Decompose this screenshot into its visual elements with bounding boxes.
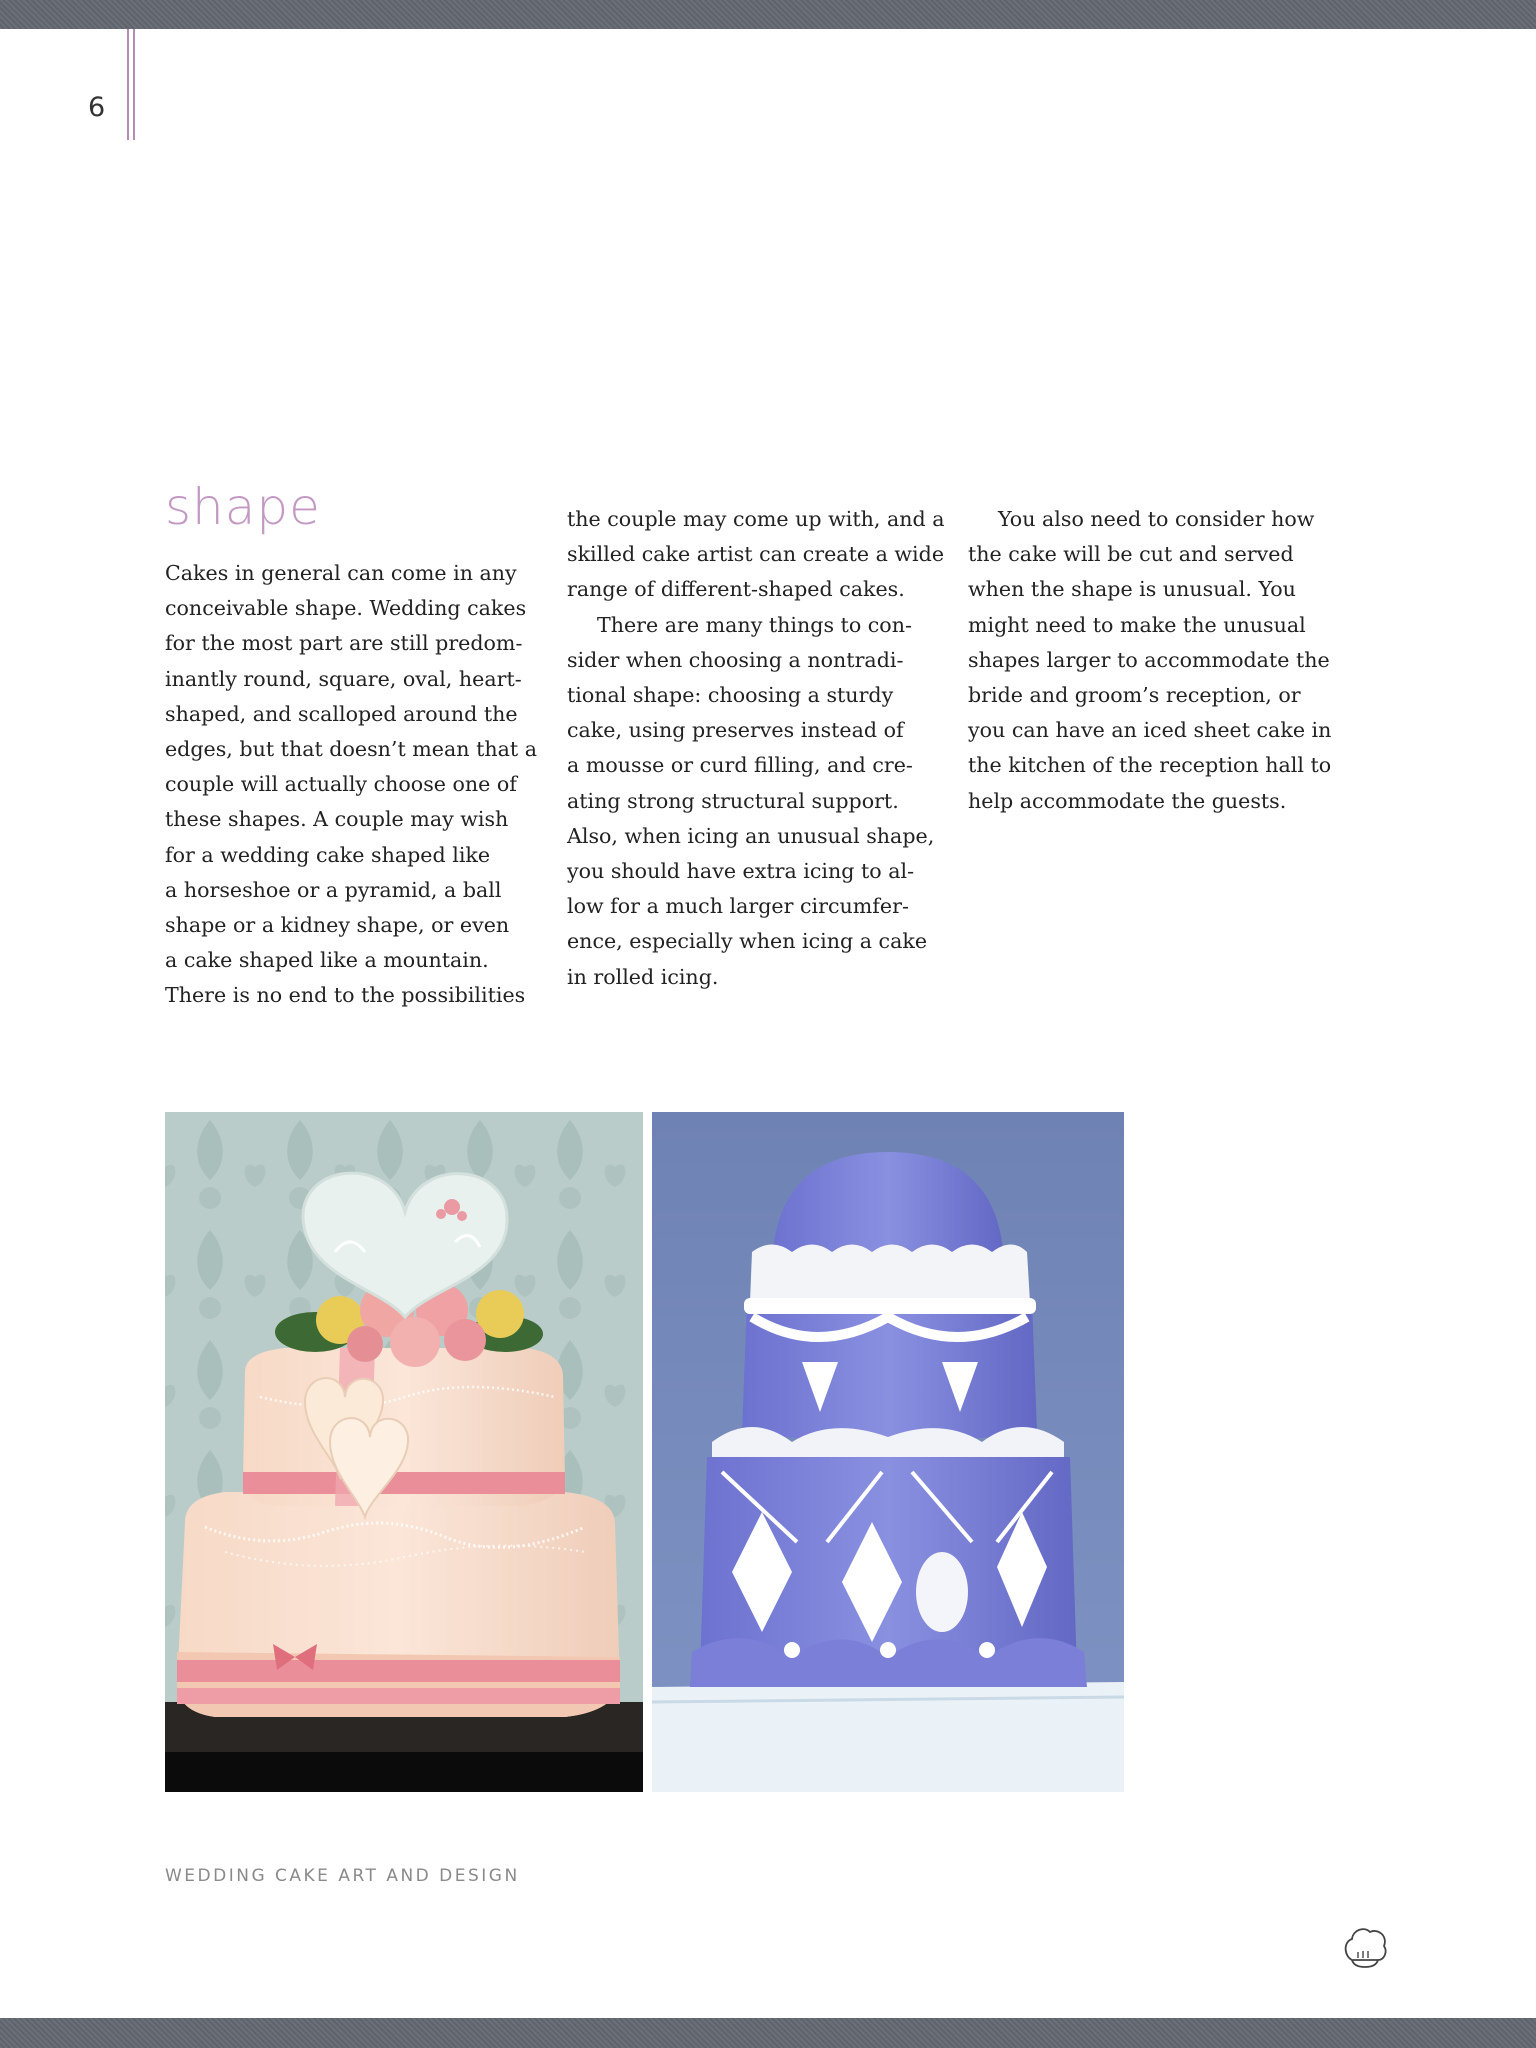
text-line: shaped, and scalloped around the <box>165 701 518 726</box>
text-line: a cake shaped like a mountain. <box>165 948 489 973</box>
text-line: the cake will be cut and served <box>968 542 1294 567</box>
text-line: Also, when icing an unusual shape, <box>567 823 935 848</box>
text-line: the couple may come up with, and a <box>567 507 945 531</box>
text-line: skilled cake artist can create a wide <box>567 542 945 567</box>
text-line: you should have extra icing to al- <box>567 859 915 884</box>
text-line: you can have an iced sheet cake in <box>968 718 1332 743</box>
top-band <box>0 0 1536 29</box>
margin-rule <box>127 29 129 140</box>
text-line: edges, but that doesn’t mean that a <box>165 737 537 762</box>
text-line: these shapes. A couple may wish <box>165 807 509 832</box>
text-line: couple will actually choose one of <box>165 772 517 797</box>
text-line: tional shape: choosing a sturdy <box>567 683 894 708</box>
text-line: shapes larger to accommodate the <box>968 647 1330 672</box>
text-line: Cakes in general can come in any <box>165 561 517 585</box>
page-number: 6 <box>88 92 106 123</box>
text-line: There are many things to con- <box>597 612 912 637</box>
text-line: for a wedding cake shaped like <box>165 842 491 867</box>
text-line: a mousse or curd filling, and cre- <box>567 753 913 778</box>
text-line: help accommodate the guests. <box>968 788 1287 813</box>
text-line: might need to make the unusual <box>968 612 1306 637</box>
text-line: a horseshoe or a pyramid, a ball <box>165 877 502 902</box>
text-line: There is no end to the possibilities <box>165 983 526 1008</box>
text-line: shape or a kidney shape, or even <box>165 913 510 938</box>
chef-hat-icon <box>1340 1922 1390 1970</box>
section-heading: shape <box>165 478 321 536</box>
text-line: sider when choosing a nontradi- <box>567 647 904 672</box>
text-column-1 <box>165 556 537 1014</box>
text-line: low for a much larger circumfer- <box>567 894 909 919</box>
text-column-3 <box>968 502 1331 819</box>
text-line: cake, using preserves instead of <box>567 718 904 743</box>
text-line: You also need to consider how <box>998 507 1315 531</box>
text-line: inantly round, square, oval, heart- <box>165 666 522 691</box>
text-line: the kitchen of the reception hall to <box>968 753 1332 778</box>
text-line: range of different-shaped cakes. <box>567 577 905 602</box>
text-line: in rolled icing. <box>567 964 719 989</box>
text-line: conceivable shape. Wedding cakes <box>165 596 527 621</box>
text-line: for the most part are still predom- <box>165 631 523 656</box>
text-column-2 <box>567 502 945 995</box>
text-line: when the shape is unusual. You <box>968 577 1296 602</box>
pink-heart-cake-photo <box>165 1112 643 1792</box>
text-line: ence, especially when icing a cake <box>567 929 928 954</box>
text-line: ating strong structural support. <box>567 788 899 813</box>
bottom-band <box>0 2018 1536 2048</box>
blue-dome-cake-photo <box>652 1112 1124 1792</box>
margin-rule <box>133 29 135 140</box>
footer-book-title: WEDDING CAKE ART AND DESIGN <box>165 1866 520 1886</box>
text-line: bride and groom’s reception, or <box>968 683 1301 708</box>
